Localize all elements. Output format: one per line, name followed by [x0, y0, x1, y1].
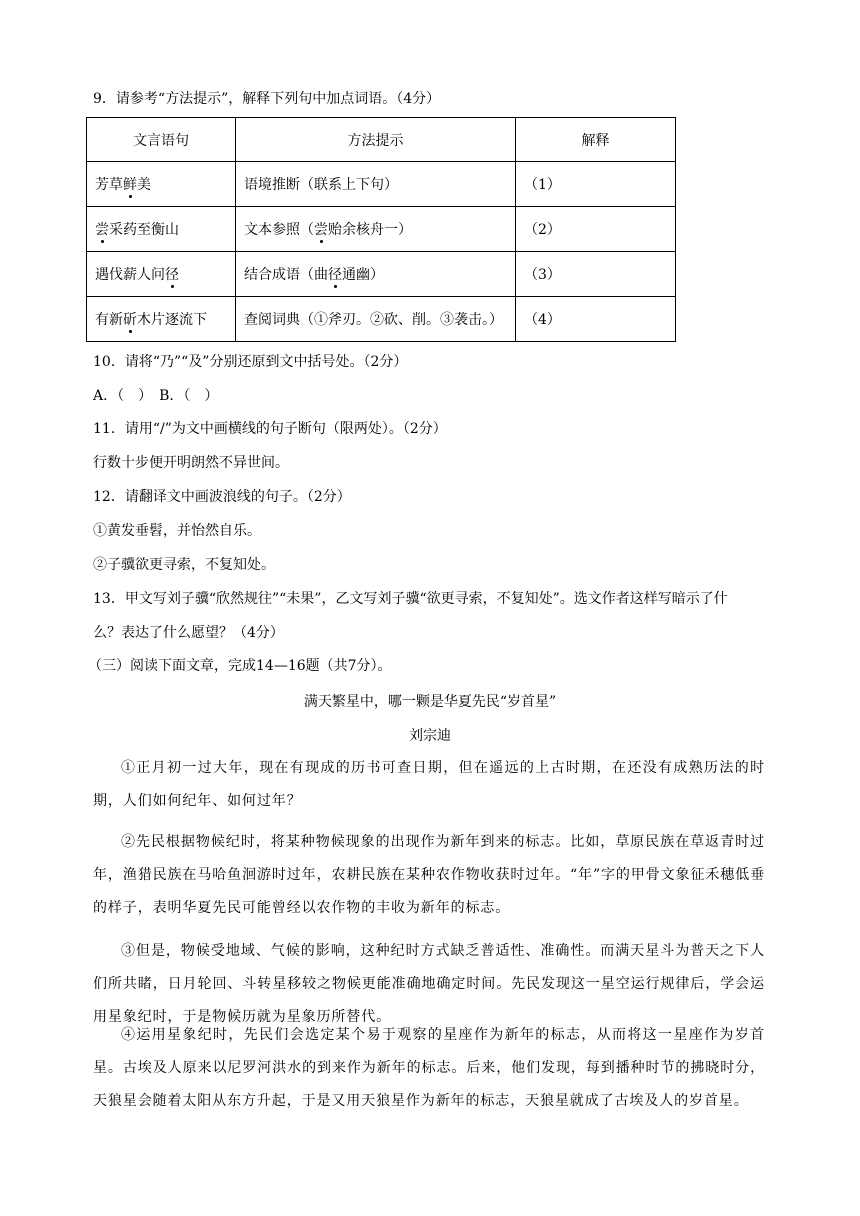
method-hint: 语境推断（联系上下句）	[236, 162, 516, 207]
q13-prompt-line2: 么？表达了什么愿望？（4分）	[93, 625, 284, 641]
article-paragraph-1: ①正月初一过大年，现在有现成的历书可查日期，但在遥远的上古时期，在还没有成熟历法的时期，人们如何纪年、如何过年？	[93, 760, 765, 809]
dotted-word: 鲜	[123, 174, 137, 194]
q11-prompt: 11．请用“/”为文中画横线的句子断句（限两处）。（2分）	[93, 421, 447, 437]
method-hint: 查阅词典（①斧刃。②砍、削。③袭击。）	[236, 297, 516, 342]
q9-prompt: 9．请参考“方法提示”，解释下列句中加点词语。（4分）	[93, 91, 441, 107]
answer-blank: （2）	[516, 207, 676, 252]
dotted-word: 径	[328, 264, 342, 284]
article-title: 满天繁星中，哪一颗是华夏先民“岁首星”	[303, 694, 557, 710]
answer-blank: （1）	[516, 162, 676, 207]
article-paragraph-3: ③但是，物候受地域、气候的影响，这种纪时方式缺乏普适性、准确性。而满天星斗为普天之下人们所共睹，日月轮回、斗转星移较之物候更能准确地确定时间。先民发现这一星空运行规律后，学会运用星象纪时，于是物候历就为星象历所替代。	[93, 943, 765, 1025]
q9-table	[86, 117, 676, 342]
method-hint: 文本参照（尝贻余核舟一）	[236, 207, 516, 252]
q12-sentence-1: ①黄发垂髫，并怡然自乐。	[93, 523, 261, 539]
article-paragraph-2: ②先民根据物候纪时，将某种物候现象的出现作为新年到来的标志。比如，草原民族在草返青时过年，渔猎民族在马哈鱼洄游时过年，农耕民族在某种农作物收获时过年。“年”字的甲骨文象征禾穗低垂的样子，表明华夏先民可能曾经以农作物的丰收为新年的标志。	[93, 834, 765, 916]
table-row	[87, 162, 676, 207]
article-author: 刘宗迪	[409, 728, 451, 744]
header-answer: 解释	[516, 118, 676, 162]
table-row	[87, 252, 676, 297]
header-sentence: 文言语句	[87, 118, 236, 162]
q11-sentence: 行数十步便开明朗然不异世间。	[93, 455, 289, 471]
section-3-heading: （三）阅读下面文章，完成14—16题（共7分）。	[88, 658, 392, 674]
q10-options: A．（ ） B．（ ）	[93, 388, 219, 404]
answer-blank: （3）	[516, 252, 676, 297]
dotted-word: 尝	[95, 219, 109, 239]
answer-blank: （4）	[516, 297, 676, 342]
dotted-word: 尝	[314, 219, 328, 239]
classical-sentence: 有新斫木片逐流下	[87, 297, 236, 342]
table-row	[87, 297, 676, 342]
q13-prompt-line1: 13．甲文写刘子骥“欣然规往”“未果”，乙文写刘子骥“欲更寻索，不复知处”。选文作者这样写暗示了什	[93, 591, 728, 607]
method-hint: 结合成语（曲径通幽）	[236, 252, 516, 297]
q10-prompt: 10．请将“乃”“及”分别还原到文中括号处。（2分）	[93, 354, 408, 370]
q12-sentence-2: ②子骥欲更寻索，不复知处。	[93, 557, 275, 573]
q12-prompt: 12．请翻译文中画波浪线的句子。（2分）	[93, 489, 351, 505]
classical-sentence: 芳草鲜美	[87, 162, 236, 207]
table-row	[87, 207, 676, 252]
classical-sentence: 尝采药至衡山	[87, 207, 236, 252]
article-paragraph-4: ④运用星象纪时，先民们会选定某个易于观察的星座作为新年的标志，从而将这一星座作为岁首星。古埃及人原来以尼罗河洪水的到来作为新年的标志。后来，他们发现，每到播种时节的拂晓时分，天狼星会随着太阳从东方升起，于是又用天狼星作为新年的标志，天狼星就成了古埃及人的岁首星。	[93, 1027, 765, 1109]
header-method: 方法提示	[236, 118, 516, 162]
classical-sentence: 遇伐薪人问径	[87, 252, 236, 297]
dotted-word: 斫	[123, 309, 137, 329]
dotted-word: 径	[165, 264, 179, 284]
table-header-row	[87, 118, 676, 162]
